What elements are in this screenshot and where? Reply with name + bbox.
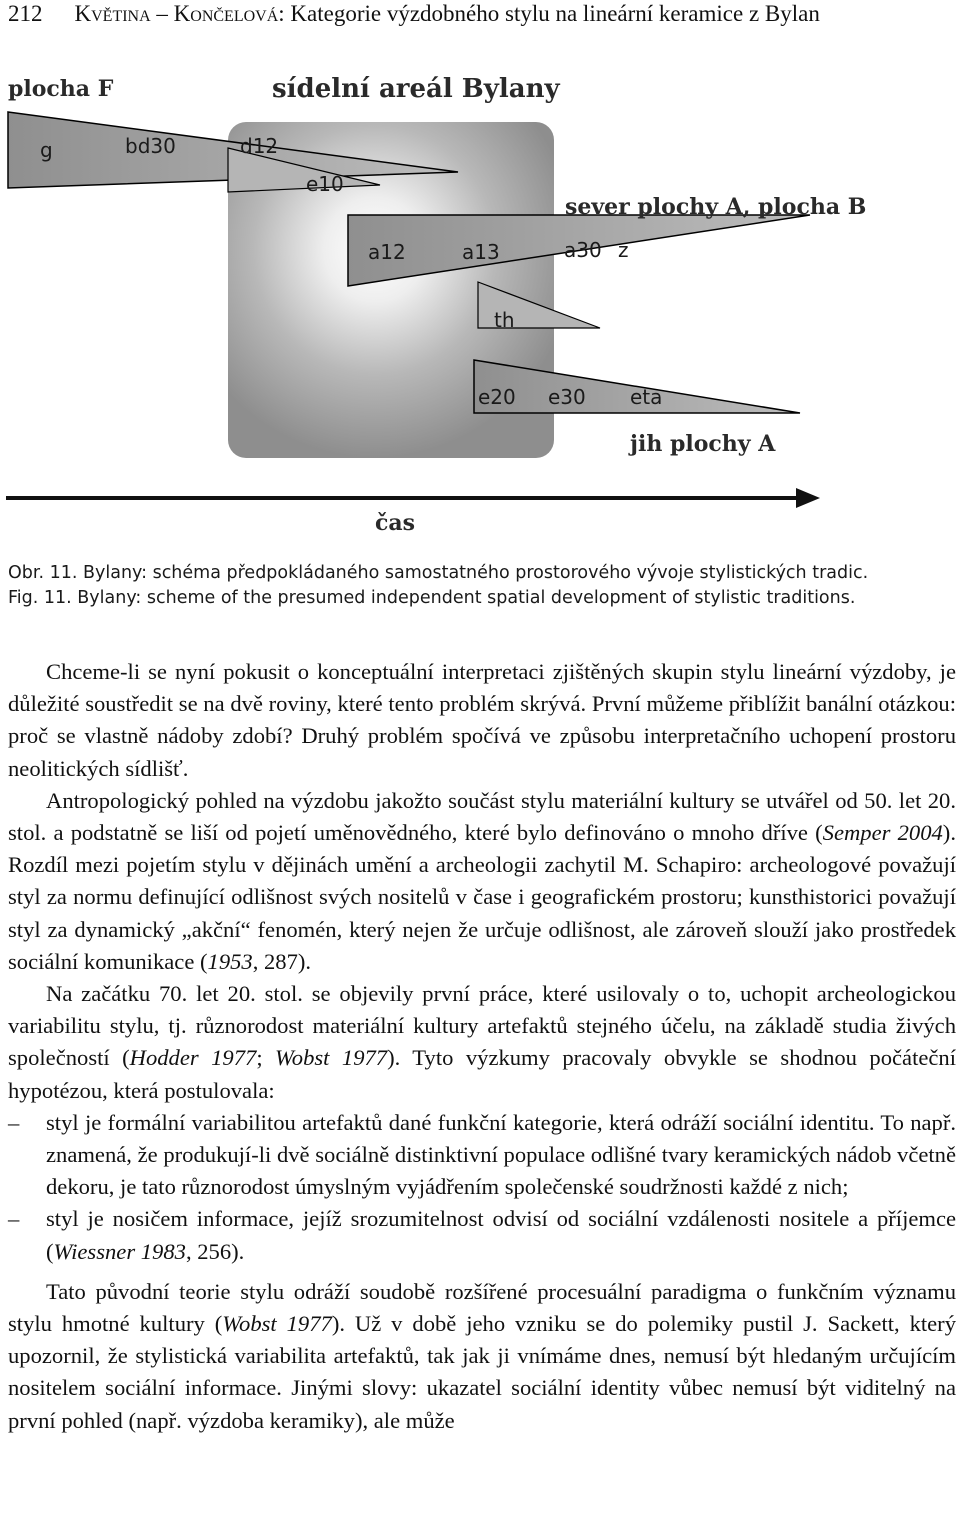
feature-label: e20 — [478, 385, 516, 409]
time-arrow-head-icon — [796, 488, 820, 508]
feature-label: e30 — [548, 385, 586, 409]
dash-bullet: – — [8, 1109, 20, 1135]
paragraph: Chceme-li se nyní pokusit o konceptuální interpretaci zjištěných skupin stylu lineární výzdoby, je důležité soustředit se na dvě roviny, které tento problém skrývá. První můžeme přiblížit banální otázkou: proč se vlastně nádoby zdobí? Druhý problém spočívá ve způsobu interpretačního uchopení prostoru neolitických sídlišť. — [8, 659, 956, 781]
paragraph: Na začátku 70. let 20. stol. se objevily první práce, které usilovaly o to, uchopit archeologickou variabilitu stylu, tj. různorodost materiální kultury artefaktů stejného účelu, na základě studia živých společností (Hodder 1977; Wobst 1977). Tyto výzkumy pracovaly obvykle se shodnou počáteční hypotézou, která postulovala: — [8, 981, 956, 1103]
citation: Hodder 1977 — [129, 1045, 257, 1071]
list-item-text: styl je formální variabilitou artefaktů dané funkční kategorie, která odráží sociální identitu. To např. znamená, že produkují-li dvě sociálně distinktivní populace odlišné tvary keramických nádob včetně dekoru, je tato různorodost úmyslným vyjádřením společenské soudržnosti každé z nich; — [46, 1109, 956, 1200]
feature-label: eta — [630, 385, 663, 409]
feature-label: g — [40, 138, 53, 162]
feature-label: a12 — [368, 240, 406, 264]
citation: Wobst 1977 — [222, 1311, 332, 1337]
label-plocha-f: plocha F — [8, 76, 114, 102]
citation: Semper 2004 — [822, 820, 943, 846]
running-header: 212 Květina – Končelová: Kategorie výzdobného stylu na lineární keramice z Bylan — [8, 1, 820, 26]
feature-label: bd30 — [125, 134, 176, 158]
label-cas: čas — [375, 510, 416, 536]
figure-diagram — [0, 60, 960, 540]
list-item — [8, 1203, 956, 1267]
dash-bullet: – — [8, 1206, 20, 1232]
feature-label: a13 — [462, 240, 500, 264]
paragraph: Antropologický pohled na výzdobu jakožto součást stylu materiální kultury se utvářel od 50. let 20. stol. a podstatně se liší od pojetí uměnovědného, které bylo definováno o mnoho dříve (Semper 2004). Rozdíl mezi pojetím stylu v dějinách umění a archeologii zachytil M. Schapiro: archeologové považují styl za normu definující odlišnost svých nositelů v čase i geografickém prostoru; kunsthistorici považují styl za dynamický „akční“ fenomén, který nejen že určuje odlišnost, ale zároveň slouží jako prostředek sociální komunikace (1953, 287). — [8, 787, 956, 974]
running-title: : Kategorie výzdobného stylu na lineární keramice z Bylan — [278, 1, 820, 26]
feature-label: a30 — [564, 238, 602, 262]
citation: Wiessner 1983 — [53, 1238, 186, 1264]
feature-label: d12 — [240, 134, 279, 158]
page-number: 212 — [8, 1, 43, 26]
author-1: Květina — [74, 1, 151, 26]
citation: Wobst 1977 — [275, 1045, 388, 1071]
label-jih: jih plochy A — [630, 431, 776, 457]
body-text — [8, 656, 956, 1437]
feature-label: th — [494, 308, 515, 332]
list-item — [8, 1107, 956, 1204]
figure-caption-cz: Obr. 11. Bylany: schéma předpokládaného samostatného prostorového vývoje stylistických tradic. — [8, 563, 869, 583]
figure-caption-en: Fig. 11. Bylany: scheme of the presumed independent spatial development of stylistic traditions. — [8, 588, 856, 608]
feature-label: z — [618, 238, 629, 262]
label-sever: sever plochy A, plocha B — [565, 194, 867, 220]
label-sidelni-areal: sídelní areál Bylany — [272, 74, 560, 104]
citation: 1953 — [207, 948, 253, 974]
paragraph: Tato původní teorie stylu odráží soudobě rozšířené procesuální paradigma o funkčním významu stylu hmotné kultury (Wobst 1977). Už v době jeho vzniku se do polemiky pustil J. Sackett, který upozornil, že stylistická variabilita artefaktů, tak jak ji vnímáme dnes, nemusí být hledaným určujícím nositelem sociální informace. Jinými slovy: ukazatel sociální identity vůbec nemusí být viditelný na první pohled (např. výzdoba keramiky), ale může — [8, 1278, 957, 1433]
feature-label: e10 — [306, 172, 344, 196]
author-2: Končelová — [173, 1, 279, 26]
list-item-text: styl je nosičem informace, jejíž srozumitelnost odvisí od sociální vzdálenosti nositele a příjemce (Wiessner 1983, 256). — [46, 1206, 956, 1264]
